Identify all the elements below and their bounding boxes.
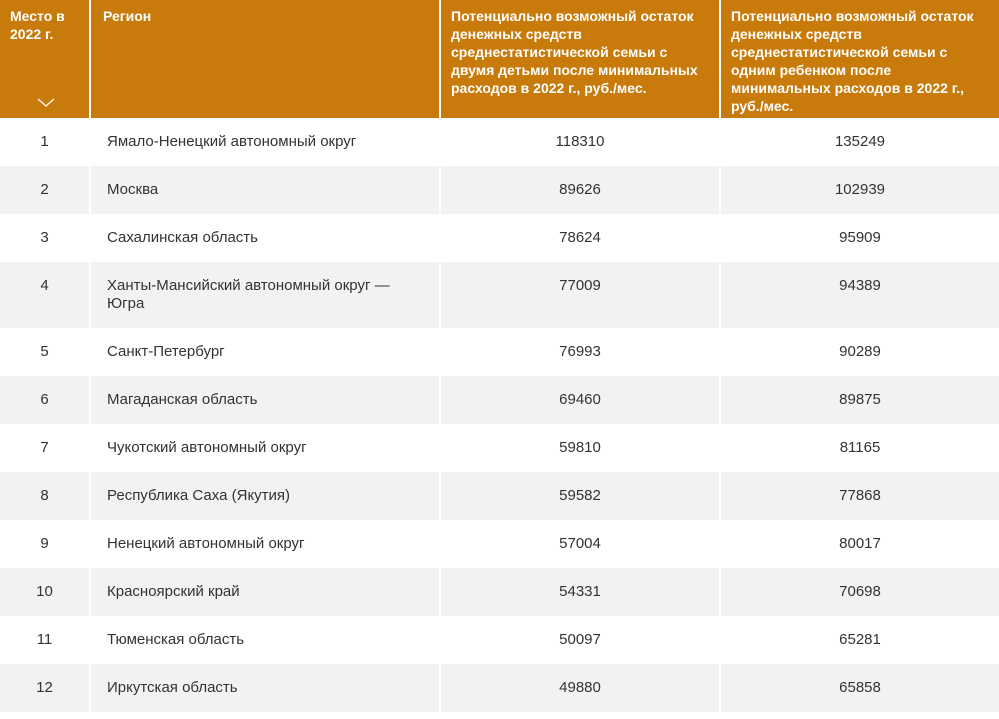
region-cell: Ханты-Мансийский автономный округ — Югра (90, 262, 440, 328)
table-row (0, 520, 999, 568)
two-children-value: 59810 (440, 424, 720, 472)
region-cell: Красноярский край (90, 568, 440, 616)
two-children-value: 89626 (440, 166, 720, 214)
table-row (0, 166, 999, 214)
rank-cell: 12 (0, 664, 90, 712)
table-row (0, 424, 999, 472)
region-cell: Иркутская область (90, 664, 440, 712)
one-child-value: 135249 (720, 118, 999, 166)
two-children-value: 59582 (440, 472, 720, 520)
region-cell: Республика Саха (Якутия) (90, 472, 440, 520)
column-header-region-label: Регион (103, 8, 152, 24)
two-children-value: 76993 (440, 328, 720, 376)
region-cell: Ненецкий автономный округ (90, 520, 440, 568)
table-body (0, 118, 999, 712)
rank-cell: 5 (0, 328, 90, 376)
region-cell: Санкт-Петербург (90, 328, 440, 376)
rank-cell: 2 (0, 166, 90, 214)
one-child-value: 70698 (720, 568, 999, 616)
two-children-value: 77009 (440, 262, 720, 328)
table-row (0, 616, 999, 664)
one-child-value: 65281 (720, 616, 999, 664)
region-cell: Магаданская область (90, 376, 440, 424)
rank-cell: 6 (0, 376, 90, 424)
column-header-two-children[interactable] (440, 0, 720, 118)
two-children-value: 49880 (440, 664, 720, 712)
column-header-rank-label: Место в 2022 г. (10, 8, 65, 42)
one-child-value: 89875 (720, 376, 999, 424)
table-row (0, 664, 999, 712)
table-header (0, 0, 999, 118)
rank-cell: 8 (0, 472, 90, 520)
rank-cell: 7 (0, 424, 90, 472)
rank-cell: 3 (0, 214, 90, 262)
rank-cell: 9 (0, 520, 90, 568)
two-children-value: 118310 (440, 118, 720, 166)
column-header-one-child-label: Потенциально возможный остаток денежных средств среднестатистической семьи с одним ребенком после минимальных расходов в 2022 г., руб./мес. (731, 8, 974, 114)
table-row (0, 214, 999, 262)
two-children-value: 78624 (440, 214, 720, 262)
one-child-value: 81165 (720, 424, 999, 472)
chevron-down-icon[interactable] (36, 97, 56, 109)
column-header-one-child[interactable] (720, 0, 999, 118)
rank-cell: 10 (0, 568, 90, 616)
one-child-value: 94389 (720, 262, 999, 328)
one-child-value: 95909 (720, 214, 999, 262)
table-row (0, 118, 999, 166)
region-cell: Чукотский автономный округ (90, 424, 440, 472)
column-header-region[interactable] (90, 0, 440, 118)
column-header-rank[interactable] (0, 0, 90, 118)
two-children-value: 50097 (440, 616, 720, 664)
region-cell: Ямало-Ненецкий автономный округ (90, 118, 440, 166)
one-child-value: 90289 (720, 328, 999, 376)
table-row (0, 328, 999, 376)
one-child-value: 77868 (720, 472, 999, 520)
rank-cell: 1 (0, 118, 90, 166)
table-row (0, 472, 999, 520)
column-header-two-children-label: Потенциально возможный остаток денежных средств среднестатистической семьи с двумя детьми после минимальных расходов в 2022 г., руб./мес. (451, 8, 698, 96)
two-children-value: 57004 (440, 520, 720, 568)
rank-cell: 4 (0, 262, 90, 328)
two-children-value: 54331 (440, 568, 720, 616)
one-child-value: 80017 (720, 520, 999, 568)
rank-cell: 11 (0, 616, 90, 664)
region-cell: Москва (90, 166, 440, 214)
table-row (0, 262, 999, 328)
table-row (0, 376, 999, 424)
two-children-value: 69460 (440, 376, 720, 424)
region-cell: Сахалинская область (90, 214, 440, 262)
header-row (0, 0, 999, 118)
one-child-value: 102939 (720, 166, 999, 214)
one-child-value: 65858 (720, 664, 999, 712)
table-row (0, 568, 999, 616)
region-cell: Тюменская область (90, 616, 440, 664)
